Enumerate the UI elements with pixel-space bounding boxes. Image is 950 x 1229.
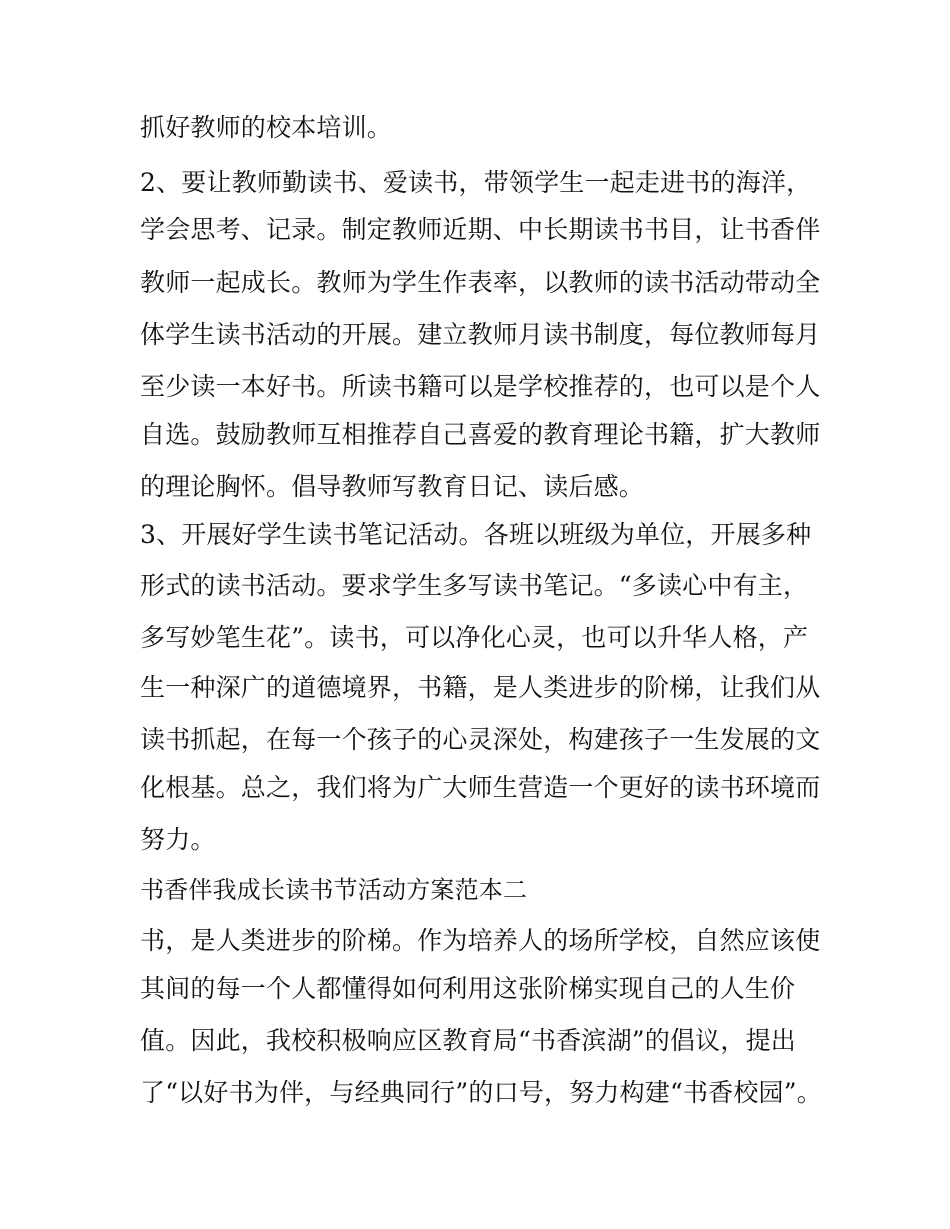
text-line: 2、要让教师勤读书、爱读书，带领学生一起走进书的海洋， [140, 168, 812, 197]
section-heading: 书香伴我成长读书节活动方案范本二 [140, 876, 528, 904]
text-line: 的理论胸怀。倡导教师写教育日记、读后感。 [140, 472, 645, 501]
text-line: 多写妙笔生花”。读书，可以净化心灵，也可以升华人格，产 [140, 623, 809, 652]
text-line: 学会思考、记录。制定教师近期、中长期读书书目，让书香伴 [140, 215, 821, 244]
text-line: 至少读一本好书。所读书籍可以是学校推荐的，也可以是个人 [140, 372, 821, 401]
text-line: 化根基。总之，我们将为广大师生营造一个更好的读书环境而 [140, 773, 821, 802]
text-line: 书，是人类进步的阶梯。作为培养人的场所学校，自然应该使 [140, 926, 821, 955]
text-line: 其间的每一个人都懂得如何利用这张阶梯实现自己的人生价 [140, 974, 796, 1003]
text-line: 生一种深广的道德境界，书籍，是人类进步的阶梯，让我们从 [140, 673, 821, 702]
text-line: 形式的读书活动。要求学生多写读书笔记。“多读心中有主， [140, 571, 809, 600]
text-line: 自选。鼓励教师互相推荐自己喜爱的教育理论书籍，扩大教师 [140, 420, 821, 449]
text-line: 3、开展好学生读书笔记活动。各班以班级为单位，开展多种 [140, 520, 812, 549]
text-line: 抓好教师的校本培训。 [140, 113, 393, 142]
text-line: 体学生读书活动的开展。建立教师月读书制度，每位教师每月 [140, 320, 821, 349]
text-line: 了“以好书为伴，与经典同行”的口号，努力构建“书香校园”。 [140, 1078, 822, 1107]
text-line: 努力。 [140, 825, 216, 854]
text-line: 值。因此，我校积极响应区教育局“书香滨湖”的倡议，提出 [140, 1026, 796, 1055]
text-line: 读书抓起，在每一个孩子的心灵深处，构建孩子一生发展的文 [140, 725, 821, 754]
text-line: 教师一起成长。教师为学生作表率，以教师的读书活动带动全 [140, 268, 821, 297]
